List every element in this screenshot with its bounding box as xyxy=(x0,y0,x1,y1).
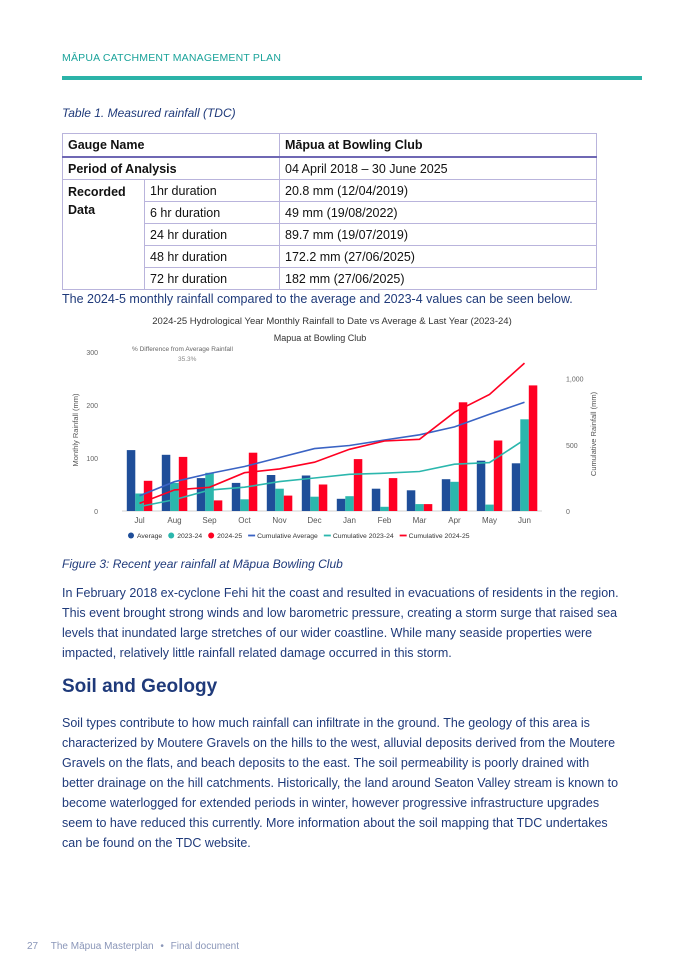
value-cell: 182 mm (27/06/2025) xyxy=(280,268,597,290)
bar-average xyxy=(127,450,136,511)
bar-average xyxy=(267,475,276,511)
figure-caption: Figure 3: Recent year rainfall at Māpua Bowling Club xyxy=(62,557,343,571)
paragraph-storm-text: In February 2018 ex-cyclone Fehi hit the coast and resulted in evacuations of residents in the region. This event brought strong winds and low barometric pressure, creating a storm surge that raised sea levels that inundated large stretches of our wider coastline. While many seaside properties were impacted, relatively little rainfall related damage occurred in this storm. xyxy=(62,586,619,660)
gauge-name-label: Gauge Name xyxy=(63,134,280,158)
bar-2023-24 xyxy=(450,482,459,511)
x-tick-label: Dec xyxy=(307,516,322,525)
footer-doc-status: Final document xyxy=(170,941,240,952)
table-row xyxy=(63,157,597,180)
y2-axis-label: Cumulative Rainfall (mm) xyxy=(589,391,598,477)
bar-2023-24 xyxy=(310,497,319,511)
bar-2024-25 xyxy=(494,441,503,512)
bar-average xyxy=(442,479,451,511)
paragraph-storm xyxy=(62,583,622,663)
value-cell: 20.8 mm (12/04/2019) xyxy=(280,180,597,202)
y-tick-label: 200 xyxy=(86,403,98,410)
bar-2024-25 xyxy=(179,457,188,511)
paragraph-soil xyxy=(62,713,622,853)
footer-doc-title: The Māpua Masterplan xyxy=(50,941,154,952)
bar-2024-25 xyxy=(354,459,363,511)
y-tick-label: 100 xyxy=(86,456,98,463)
bar-2024-25 xyxy=(249,453,257,511)
document-header-title: MĀPUA CATCHMENT MANAGEMENT PLAN xyxy=(62,52,282,64)
bar-2024-25 xyxy=(424,504,433,511)
bar-average xyxy=(372,489,381,511)
legend-swatch-2023-24 xyxy=(168,533,174,539)
x-tick-label: Nov xyxy=(272,516,287,525)
x-tick-label: Sep xyxy=(202,516,217,525)
bar-average xyxy=(197,478,206,511)
bar-2024-25 xyxy=(214,500,223,511)
rainfall-chart xyxy=(62,312,598,552)
x-tick-label: Jan xyxy=(343,516,356,525)
x-tick-label: May xyxy=(481,516,498,525)
bar-2023-24 xyxy=(205,473,214,511)
x-tick-label: Oct xyxy=(238,516,251,525)
value-cell: 49 mm (19/08/2022) xyxy=(280,202,597,224)
chart-annotation-label: % Difference from Average Rainfall xyxy=(132,346,233,353)
value-cell: 172.2 mm (27/06/2025) xyxy=(280,246,597,268)
legend-label: 2024-25 xyxy=(217,533,243,540)
legend-label: Cumulative 2023-24 xyxy=(332,533,394,540)
footer-separator: • xyxy=(160,941,164,952)
paragraph-soil-text: Soil types contribute to how much rainfall can infiltrate in the ground. The geology of this area is characterized by Moutere Gravels on the hills to the west, alluvial deposits derived from the Moutere Gravels on the flats, and beach deposits to the east. The soil permeability is poorly drained with better drainage on the hill catchments. Historically, the land around Seaton Valley stream is known to become waterlogged for extended periods in winter, however progressive infrastructure upgrades seem to have reduced this currently. More information about the soil mapping that TDC undertakes can be found on the TDC website. xyxy=(62,716,619,850)
duration-cell: 72 hr duration xyxy=(145,268,280,290)
bar-2023-24 xyxy=(520,419,529,511)
y-tick-label: 300 xyxy=(86,350,98,357)
bar-2024-25 xyxy=(144,481,153,511)
legend-label: Cumulative Average xyxy=(257,533,318,540)
rainfall-table xyxy=(62,133,597,290)
bar-2024-25 xyxy=(284,496,293,511)
legend-swatch-average xyxy=(128,533,134,539)
x-tick-label: Aug xyxy=(167,516,182,525)
legend-swatch-2024-25 xyxy=(208,533,214,539)
period-value: 04 April 2018 – 30 June 2025 xyxy=(280,157,597,180)
page-number: 27 xyxy=(27,941,39,952)
intro-text: The 2024-5 monthly rainfall compared to the average and 2023-4 values can be seen below. xyxy=(62,292,573,306)
bar-2023-24 xyxy=(415,504,424,511)
bar-average xyxy=(477,461,486,511)
bar-2023-24 xyxy=(275,489,284,511)
bar-2024-25 xyxy=(459,402,468,511)
value-cell: 89.7 mm (19/07/2019) xyxy=(280,224,597,246)
y-axis-label: Monthly Rainfall (mm) xyxy=(71,393,80,467)
bar-2024-25 xyxy=(529,385,538,511)
period-label: Period of Analysis xyxy=(63,157,280,180)
legend-label: Cumulative 2024-25 xyxy=(408,533,470,540)
duration-cell: 6 hr duration xyxy=(145,202,280,224)
gauge-name-value: Māpua at Bowling Club xyxy=(280,134,597,158)
duration-cell: 24 hr duration xyxy=(145,224,280,246)
bar-2023-24 xyxy=(170,483,179,511)
legend-label: Average xyxy=(137,533,163,540)
table-caption: Table 1. Measured rainfall (TDC) xyxy=(62,106,236,120)
bar-average xyxy=(512,463,521,511)
bar-2023-24 xyxy=(485,505,494,511)
chart-annotation-value: 35.3% xyxy=(178,356,197,363)
recorded-data-label: Recorded Data xyxy=(63,180,145,290)
x-tick-label: Mar xyxy=(412,516,427,525)
legend-label: 2023-24 xyxy=(177,533,203,540)
x-tick-label: Jun xyxy=(518,516,531,525)
duration-cell: 1hr duration xyxy=(145,180,280,202)
section-heading: Soil and Geology xyxy=(62,676,218,697)
y2-tick-label: 500 xyxy=(566,442,578,450)
bar-average xyxy=(337,499,346,511)
page-footer xyxy=(27,941,249,952)
table-header-row xyxy=(63,134,597,158)
y-tick-label: 0 xyxy=(94,509,98,516)
bar-average xyxy=(302,476,311,512)
y2-tick-label: 1,000 xyxy=(566,376,584,384)
bar-2023-24 xyxy=(380,507,389,511)
duration-cell: 48 hr duration xyxy=(145,246,280,268)
x-tick-label: Apr xyxy=(448,516,461,525)
x-tick-label: Jul xyxy=(134,516,145,525)
x-tick-label: Feb xyxy=(377,516,392,525)
table-row xyxy=(63,180,597,202)
header-divider xyxy=(62,76,642,80)
bar-2023-24 xyxy=(345,496,354,511)
bar-2024-25 xyxy=(319,485,328,512)
y2-tick-label: 0 xyxy=(566,509,570,516)
bar-2024-25 xyxy=(389,478,398,511)
chart-title: 2024-25 Hydrological Year Monthly Rainfall to Date vs Average & Last Year (2023-24) xyxy=(152,316,512,327)
bar-average xyxy=(407,490,416,511)
chart-subtitle: Mapua at Bowling Club xyxy=(273,333,367,343)
bar-2023-24 xyxy=(240,499,249,511)
